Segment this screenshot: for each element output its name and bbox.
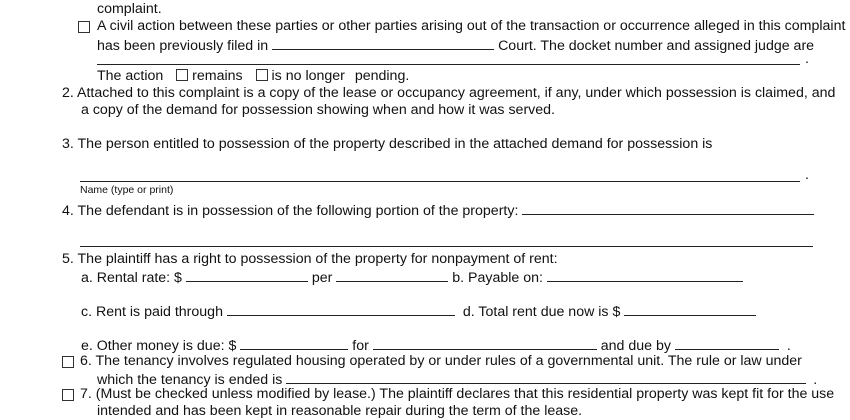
- rent-paid-through-field[interactable]: [227, 302, 455, 316]
- pending-label: pending.: [354, 68, 410, 84]
- item7-line1: 7. (Must be checked unless modified by lease.) The plaintiff declares that this residential property was kept fit for the use: [80, 386, 835, 402]
- docket-line-period: .: [805, 51, 809, 67]
- other-money-label: e. Other money is due: $: [81, 338, 237, 354]
- action-label: The action: [97, 68, 164, 84]
- property-portion-field[interactable]: [522, 201, 814, 215]
- person-entitled-field[interactable]: [80, 181, 800, 182]
- due-by-field[interactable]: [675, 336, 779, 350]
- item3-period: .: [805, 167, 809, 183]
- no-longer-checkbox[interactable]: [256, 69, 268, 81]
- rule-law-label: which the tenancy is ended is: [97, 372, 283, 388]
- total-rent-field[interactable]: [624, 302, 756, 316]
- item5-e-period: .: [786, 338, 791, 354]
- item4-line: [62, 201, 814, 220]
- rule-law-field[interactable]: [286, 370, 806, 384]
- rental-rate-label: a. Rental rate: $: [81, 270, 182, 286]
- docket-judge-field[interactable]: [97, 64, 800, 65]
- for-label: for: [352, 338, 369, 354]
- no-longer-label: is no longer: [271, 68, 345, 84]
- civil-action-line1: A civil action between these parties or other parties arising out of the transaction or occurrence alleged in this complaint: [97, 18, 846, 34]
- remains-label: remains: [192, 68, 243, 84]
- other-money-field[interactable]: [240, 336, 348, 350]
- property-portion-field-2[interactable]: [80, 246, 813, 247]
- civil-action-checkbox[interactable]: [78, 21, 90, 33]
- payable-on-label: b. Payable on:: [452, 270, 543, 286]
- remains-checkbox[interactable]: [176, 69, 188, 81]
- payable-on-field[interactable]: [547, 268, 743, 282]
- name-caption: Name (type or print): [80, 184, 174, 196]
- civil-action-line2: [97, 36, 814, 55]
- item5-line1: 5. The plaintiff has a right to possession of the property for nonpayment of rent:: [62, 251, 558, 267]
- other-money-purpose-field[interactable]: [373, 336, 597, 350]
- due-by-label: and due by: [600, 338, 671, 354]
- filed-in-label: has been previously filed in: [97, 38, 269, 54]
- total-rent-label: d. Total rent due now is $: [462, 304, 621, 320]
- action-status-line: [97, 68, 409, 85]
- item6-period: .: [813, 372, 818, 388]
- item2-line1: 2. Attached to this complaint is a copy of the lease or occupancy agreement, if any, under which possession is claimed, and: [62, 85, 836, 101]
- item6-line1: 6. The tenancy involves regulated housing operated by or under rules of a governmental unit. The rule or law under: [80, 353, 802, 369]
- per-label: per: [311, 270, 333, 286]
- rent-paid-through-label: c. Rent is paid through: [81, 304, 223, 320]
- docket-label: Court. The docket number and assigned judge are: [498, 38, 815, 54]
- court-name-field[interactable]: [272, 36, 494, 50]
- regulated-housing-checkbox[interactable]: [62, 356, 74, 368]
- item7-line2: intended and has been kept in reasonable repair during the term of the lease.: [97, 403, 583, 419]
- rental-rate-field[interactable]: [186, 268, 308, 282]
- item5-cd-line: [81, 302, 756, 321]
- complaint-continuation: complaint.: [97, 1, 162, 17]
- item5-ab-line: [81, 268, 743, 287]
- item3-line1: 3. The person entitled to possession of the property described in the attached demand for possession is: [62, 136, 713, 152]
- fit-for-use-checkbox[interactable]: [62, 389, 74, 401]
- item4-label: 4. The defendant is in possession of the following portion of the property:: [62, 203, 519, 219]
- rate-period-field[interactable]: [336, 268, 448, 282]
- item2-line2: a copy of the demand for possession showing when and how it was served.: [81, 102, 555, 118]
